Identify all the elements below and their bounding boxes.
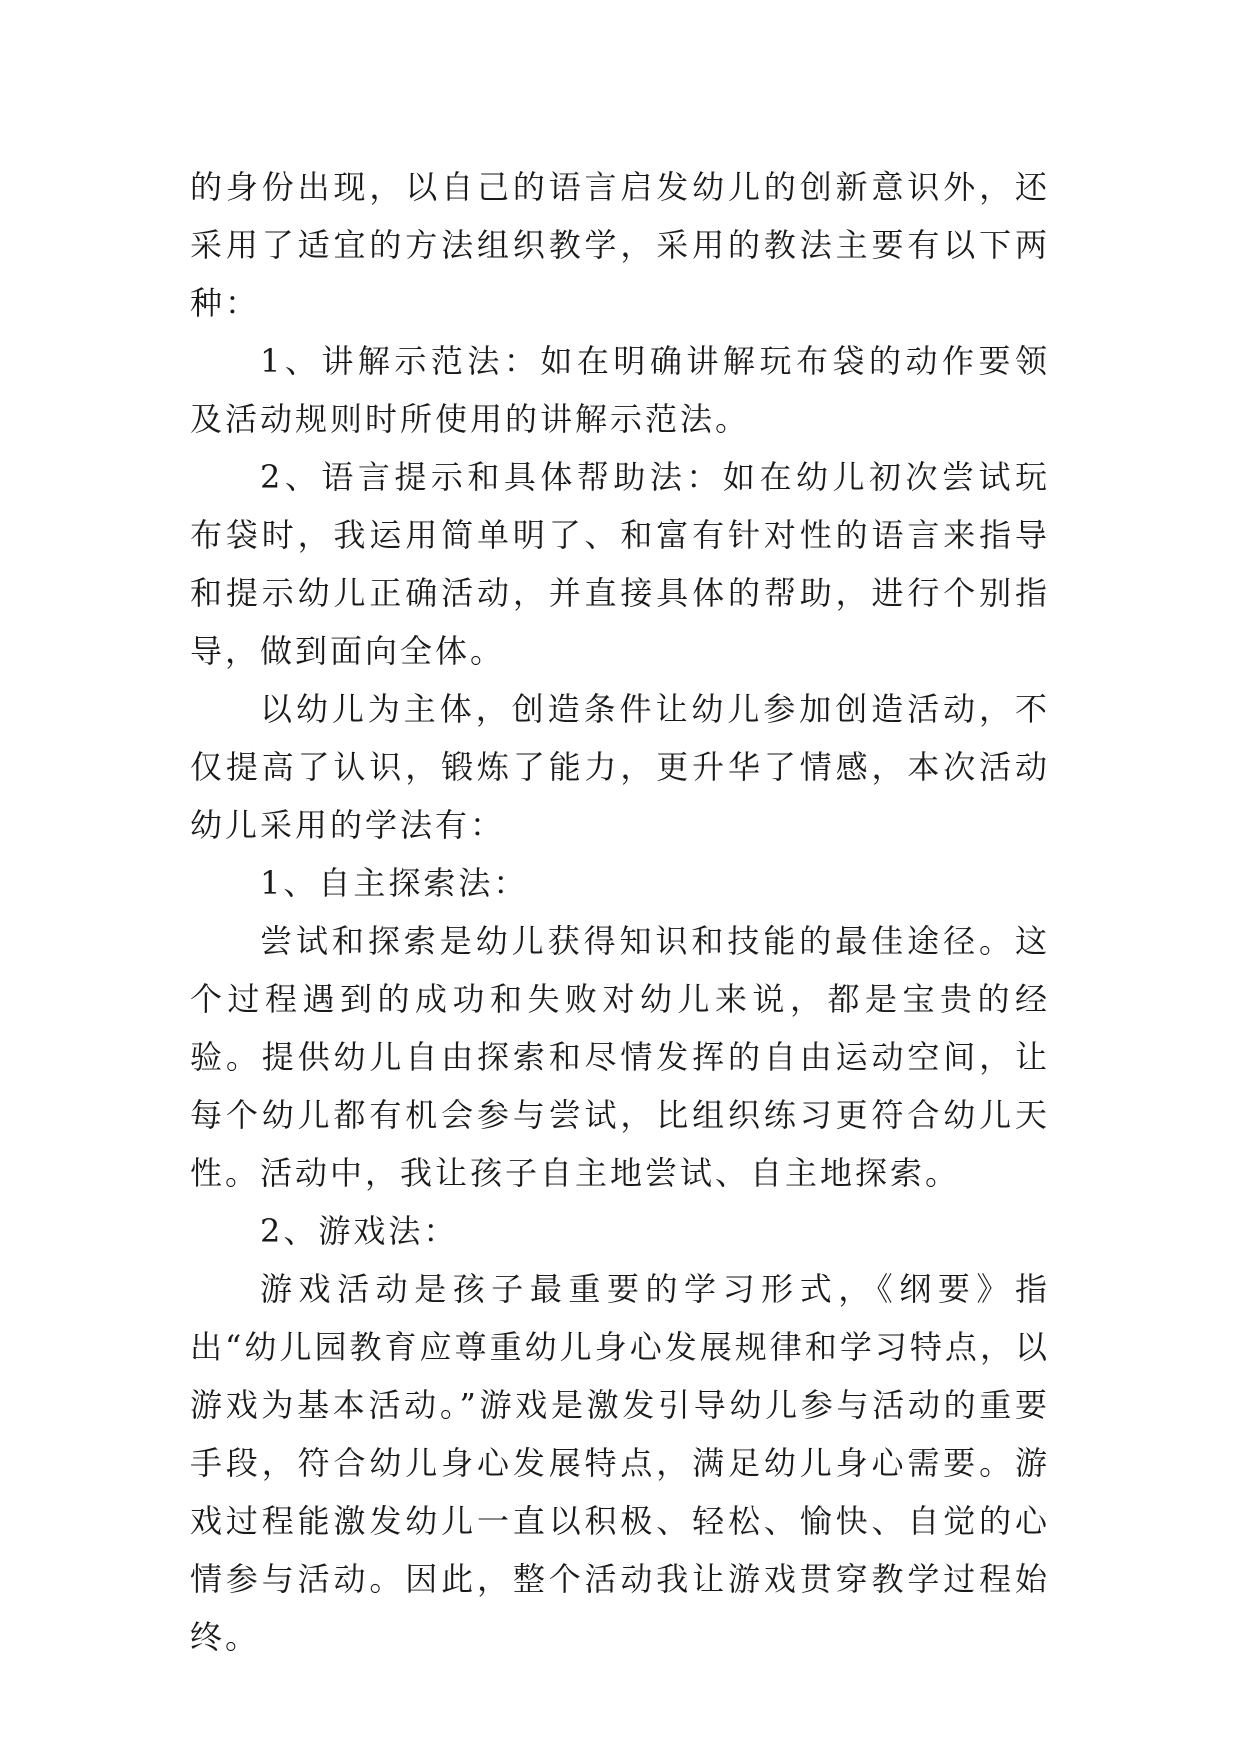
paragraph-6: 尝试和探索是幼儿获得知识和技能的最佳途径。这个过程遇到的成功和失败对幼儿来说，都是宝贵的经验。提供幼儿自由探索和尽情发挥的自由运动空间，让每个幼儿都有机会参与尝试，比组织练习更符合幼儿天性。活动中，我让孩子自主地尝试、自主地探索。	[190, 922, 1050, 1192]
paragraph-2: 1、讲解示范法：如在明确讲解玩布袋的动作要领及活动规则时所使用的讲解示范法。	[190, 342, 1050, 438]
paragraph-5: 1、自主探索法：	[260, 864, 529, 902]
paragraph-3: 2、语言提示和具体帮助法：如在幼儿初次尝试玩布袋时，我运用简单明了、和富有针对性的语言来指导和提示幼儿正确活动，并直接具体的帮助，进行个别指导，做到面向全体。	[190, 458, 1050, 670]
paragraph-1: 的身份出现，以自己的语言启发幼儿的创新意识外，还采用了适宜的方法组织教学，采用的教法主要有以下两种：	[190, 168, 1050, 322]
paragraph-4: 以幼儿为主体，创造条件让幼儿参加创造活动，不仅提高了认识，锻炼了能力，更升华了情感，本次活动幼儿采用的学法有：	[190, 690, 1050, 844]
paragraph-8: 游戏活动是孩子最重要的学习形式，《纲要》指出“幼儿园教育应尊重幼儿身心发展规律和学习特点，以游戏为基本活动。”游戏是激发引导幼儿参与活动的重要手段，符合幼儿身心发展特点，满足幼儿身心需要。游戏过程能激发幼儿一直以积极、轻松、愉快、自觉的心情参与活动。因此，整个活动我让游戏贯穿教学过程始终。	[190, 1270, 1050, 1656]
paragraph-7: 2、游戏法：	[260, 1212, 459, 1250]
document-body	[190, 158, 1050, 1666]
